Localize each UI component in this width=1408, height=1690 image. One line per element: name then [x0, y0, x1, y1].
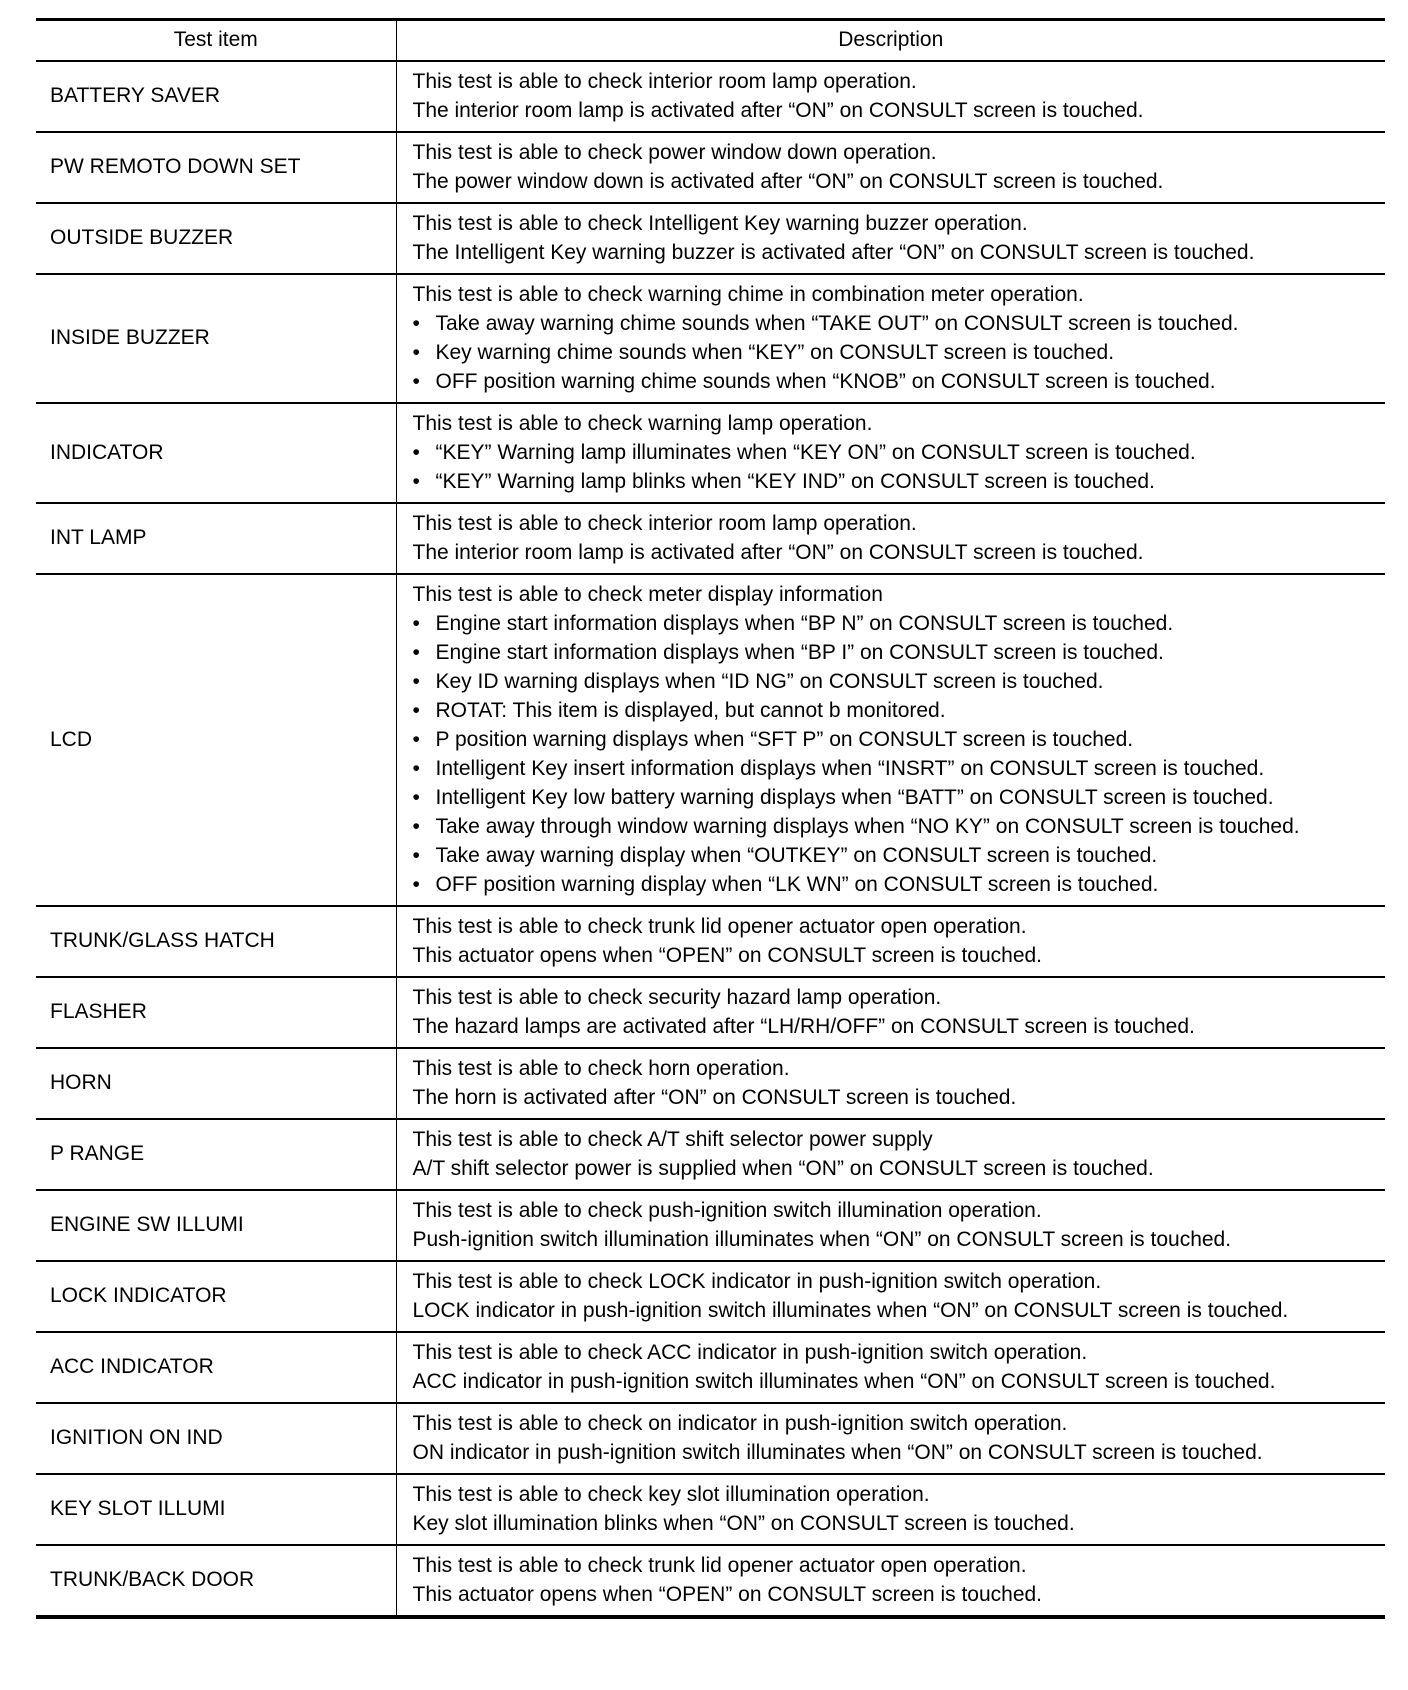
description-line: ON indicator in push-ignition switch illuminates when “ON” on CONSULT screen is touched.	[412, 1440, 1263, 1464]
description-cell	[396, 61, 1385, 132]
description-line: This test is able to check LOCK indicator in push-ignition switch operation.	[412, 1269, 1102, 1293]
description-line: Key slot illumination blinks when “ON” on CONSULT screen is touched.	[412, 1511, 1075, 1535]
test-item-cell: BATTERY SAVER	[36, 61, 396, 132]
table-body	[36, 61, 1385, 1617]
bullet-line: • Intelligent Key low battery warning displays when “BATT” on CONSULT screen is touched.	[413, 783, 1380, 812]
test-item-cell: TRUNK/GLASS HATCH	[36, 906, 396, 977]
description-line: Push-ignition switch illumination illuminates when “ON” on CONSULT screen is touched.	[412, 1227, 1232, 1251]
test-item-cell: INT LAMP	[36, 503, 396, 574]
description-line: This test is able to check warning chime in combination meter operation.	[412, 282, 1084, 306]
test-item-cell: FLASHER	[36, 977, 396, 1048]
bullet-line: • P position warning displays when “SFT P” on CONSULT screen is touched.	[413, 725, 1380, 754]
table-row	[36, 132, 1385, 203]
description-line: This test is able to check interior room lamp operation.	[412, 69, 917, 93]
test-item-cell: PW REMOTO DOWN SET	[36, 132, 396, 203]
bullet-line: • ROTAT: This item is displayed, but cannot b monitored.	[413, 696, 1380, 725]
description-line: This test is able to check trunk lid opener actuator open operation.	[412, 1553, 1027, 1577]
description-line: ACC indicator in push-ignition switch illuminates when “ON” on CONSULT screen is touched.	[412, 1369, 1276, 1393]
bullet-line: • Key ID warning displays when “ID NG” on CONSULT screen is touched.	[413, 667, 1380, 696]
table-row	[36, 403, 1385, 503]
description-line: This test is able to check ACC indicator in push-ignition switch operation.	[412, 1340, 1088, 1364]
table-row	[36, 203, 1385, 274]
description-cell	[396, 1545, 1385, 1617]
description-line: This test is able to check key slot illumination operation.	[412, 1482, 930, 1506]
test-item-cell: P RANGE	[36, 1119, 396, 1190]
table-row	[36, 1261, 1385, 1332]
description-line: The hazard lamps are activated after “LH/RH/OFF” on CONSULT screen is touched.	[412, 1014, 1195, 1038]
bullet-line: • Take away through window warning displays when “NO KY” on CONSULT screen is touched.	[413, 812, 1380, 841]
test-item-cell: IGNITION ON IND	[36, 1403, 396, 1474]
table-row	[36, 977, 1385, 1048]
description-cell	[396, 1474, 1385, 1545]
description-cell	[396, 403, 1385, 503]
bullet-line: • OFF position warning chime sounds when “KNOB” on CONSULT screen is touched.	[413, 367, 1380, 396]
description-cell	[396, 977, 1385, 1048]
description-cell	[396, 1332, 1385, 1403]
table-row	[36, 1545, 1385, 1617]
description-cell	[396, 1261, 1385, 1332]
test-item-cell: KEY SLOT ILLUMI	[36, 1474, 396, 1545]
test-item-cell: ACC INDICATOR	[36, 1332, 396, 1403]
table-header	[36, 20, 1385, 61]
table-row	[36, 1190, 1385, 1261]
description-cell	[396, 132, 1385, 203]
bullet-line: • Take away warning display when “OUTKEY” on CONSULT screen is touched.	[413, 841, 1380, 870]
description-line: This test is able to check interior room lamp operation.	[412, 511, 917, 535]
description-cell	[396, 203, 1385, 274]
bullet-line: • “KEY” Warning lamp illuminates when “KEY ON” on CONSULT screen is touched.	[413, 438, 1380, 467]
description-line: The power window down is activated after “ON” on CONSULT screen is touched.	[412, 169, 1164, 193]
bullet-line: • OFF position warning display when “LK WN” on CONSULT screen is touched.	[413, 870, 1380, 899]
description-line: The interior room lamp is activated after “ON” on CONSULT screen is touched.	[412, 540, 1144, 564]
table-row	[36, 503, 1385, 574]
bullet-line: • “KEY” Warning lamp blinks when “KEY IND” on CONSULT screen is touched.	[413, 467, 1380, 496]
description-line: This test is able to check security hazard lamp operation.	[412, 985, 942, 1009]
description-cell	[396, 1048, 1385, 1119]
table-row	[36, 1403, 1385, 1474]
table-row	[36, 906, 1385, 977]
description-line: This test is able to check push-ignition switch illumination operation.	[412, 1198, 1042, 1222]
description-line: This test is able to check Intelligent Key warning buzzer operation.	[412, 211, 1028, 235]
bullet-line: • Engine start information displays when “BP N” on CONSULT screen is touched.	[413, 609, 1380, 638]
header-test-item: Test item	[36, 20, 396, 61]
bullet-line: • Take away warning chime sounds when “TAKE OUT” on CONSULT screen is touched.	[413, 309, 1380, 338]
table-row	[36, 274, 1385, 403]
header-description: Description	[838, 28, 944, 52]
description-line: This test is able to check horn operation.	[412, 1056, 790, 1080]
header-row	[36, 20, 1385, 61]
test-item-cell: LOCK INDICATOR	[36, 1261, 396, 1332]
description-line: The Intelligent Key warning buzzer is activated after “ON” on CONSULT screen is touched.	[412, 240, 1255, 264]
description-cell	[396, 906, 1385, 977]
test-item-cell: OUTSIDE BUZZER	[36, 203, 396, 274]
description-line: This test is able to check warning lamp operation.	[412, 411, 873, 435]
test-item-table	[36, 18, 1385, 1619]
test-item-cell: TRUNK/BACK DOOR	[36, 1545, 396, 1617]
description-cell	[396, 574, 1385, 906]
description-line: This actuator opens when “OPEN” on CONSULT screen is touched.	[412, 1582, 1043, 1606]
description-cell	[396, 274, 1385, 403]
description-cell	[396, 1119, 1385, 1190]
description-line: This actuator opens when “OPEN” on CONSULT screen is touched.	[412, 943, 1043, 967]
description-line: A/T shift selector power is supplied when “ON” on CONSULT screen is touched.	[412, 1156, 1154, 1180]
test-item-cell: INSIDE BUZZER	[36, 274, 396, 403]
description-line: This test is able to check power window down operation.	[412, 140, 937, 164]
bullet-line: • Intelligent Key insert information displays when “INSRT” on CONSULT screen is touched.	[413, 754, 1380, 783]
description-line: This test is able to check A/T shift selector power supply	[412, 1127, 933, 1151]
description-line: This test is able to check trunk lid opener actuator open operation.	[412, 914, 1027, 938]
table-row	[36, 1474, 1385, 1545]
bullet-line: • Key warning chime sounds when “KEY” on CONSULT screen is touched.	[413, 338, 1380, 367]
test-item-cell: LCD	[36, 574, 396, 906]
description-cell	[396, 503, 1385, 574]
test-item-cell: HORN	[36, 1048, 396, 1119]
test-item-cell: ENGINE SW ILLUMI	[36, 1190, 396, 1261]
table-row	[36, 1048, 1385, 1119]
table-row	[36, 1119, 1385, 1190]
bullet-line: • Engine start information displays when “BP I” on CONSULT screen is touched.	[413, 638, 1380, 667]
table-row	[36, 61, 1385, 132]
description-line: The horn is activated after “ON” on CONSULT screen is touched.	[412, 1085, 1017, 1109]
table-row	[36, 1332, 1385, 1403]
table-row	[36, 574, 1385, 906]
description-cell	[396, 1403, 1385, 1474]
description-cell	[396, 1190, 1385, 1261]
description-line: This test is able to check on indicator in push-ignition switch operation.	[412, 1411, 1068, 1435]
description-line: This test is able to check meter display information	[412, 582, 883, 606]
description-line: The interior room lamp is activated after “ON” on CONSULT screen is touched.	[412, 98, 1144, 122]
test-item-cell: INDICATOR	[36, 403, 396, 503]
description-line: LOCK indicator in push-ignition switch illuminates when “ON” on CONSULT screen is touched.	[412, 1298, 1289, 1322]
